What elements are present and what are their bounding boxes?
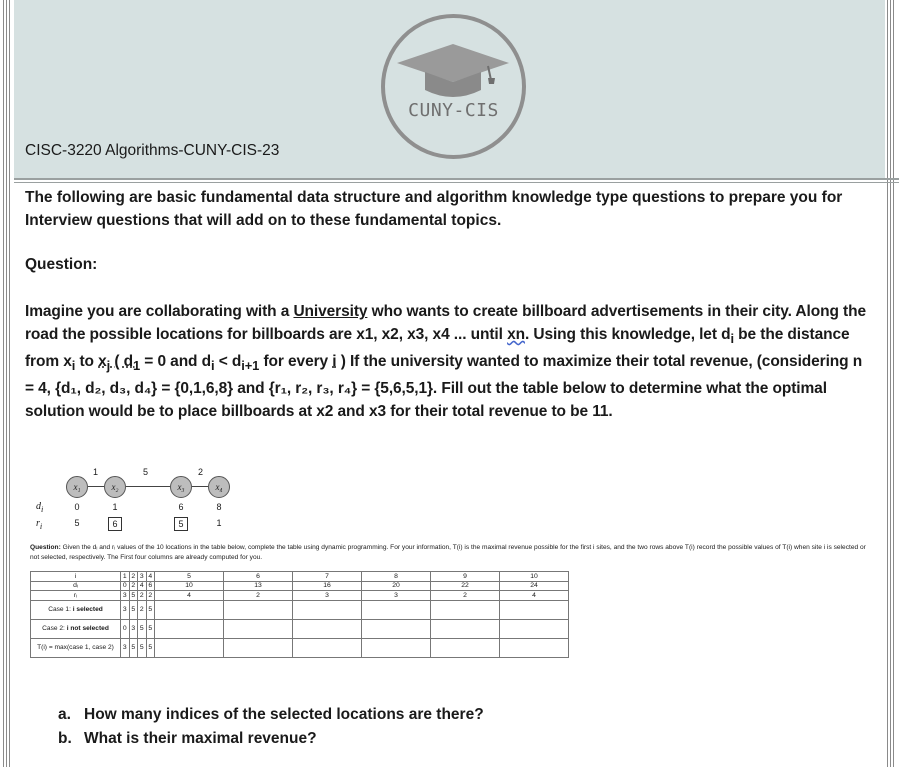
table-cell-computed: 5: [129, 591, 138, 601]
row-label: rᵢ: [31, 591, 121, 601]
intro-paragraph: The following are basic fundamental data structure and algorithm knowledge type questions to prepare you for Interview questions that will add on to these fundamental topics.: [25, 189, 843, 229]
table-cell: 4: [155, 591, 224, 601]
table-row: [31, 572, 569, 582]
table-cell: 10: [155, 581, 224, 591]
table-cell: 2: [431, 591, 500, 601]
table-cell: 4: [500, 591, 569, 601]
edge-distance: 2: [198, 467, 204, 477]
location-node: x₁: [66, 476, 88, 498]
table-cell-blank[interactable]: [431, 600, 500, 619]
dp-table: [30, 571, 569, 658]
billboard-diagram: [30, 466, 290, 538]
table-cell: 13: [224, 581, 293, 591]
table-cell-blank[interactable]: [500, 638, 569, 657]
table-cell-computed: 2: [129, 581, 138, 591]
table-cell-computed: 3: [121, 591, 130, 601]
frame-line-left: [3, 0, 4, 767]
subquestion-a: a. How many indices of the selected locations are there?: [58, 706, 484, 723]
table-cell-computed: 2: [146, 591, 155, 601]
table-cell-computed: 0: [121, 581, 130, 591]
table-cell-computed: 2: [138, 591, 147, 601]
table-cell-computed: 5: [138, 638, 147, 657]
course-title: CISC-3220 Algorithms-CUNY-CIS-23: [25, 142, 280, 159]
table-cell-blank[interactable]: [293, 600, 362, 619]
table-cell: 24: [500, 581, 569, 591]
table-cell-blank[interactable]: [293, 619, 362, 638]
table-cell-computed: 4: [138, 581, 147, 591]
table-cell-blank[interactable]: [431, 638, 500, 657]
university-link[interactable]: University: [293, 303, 368, 320]
table-cell: 9: [431, 572, 500, 582]
table-cell: 3: [362, 591, 431, 601]
table-cell-computed: 5: [146, 600, 155, 619]
table-row: [31, 600, 569, 619]
table-cell-blank[interactable]: [155, 638, 224, 657]
table-cell-blank[interactable]: [224, 600, 293, 619]
distance-value: 8: [216, 502, 222, 512]
table-cell: 6: [224, 572, 293, 582]
frame-line-right: [890, 0, 891, 767]
table-cell-computed: 1: [121, 572, 130, 582]
table-cell-computed: 3: [121, 638, 130, 657]
table-cell-blank[interactable]: [224, 638, 293, 657]
distance-value: 6: [178, 502, 184, 512]
row-label: T(i) = max(case 1, case 2): [31, 638, 121, 657]
revenue-row-label: $r_i$: [36, 518, 43, 531]
row-label: i: [31, 572, 121, 582]
table-cell-computed: 2: [129, 572, 138, 582]
table-cell-computed: 5: [146, 638, 155, 657]
table-cell-computed: 5: [129, 600, 138, 619]
table-cell-blank[interactable]: [500, 619, 569, 638]
distance-row-label: $d_i$: [36, 501, 44, 514]
location-node: x₃: [170, 476, 192, 498]
table-cell-blank[interactable]: [362, 600, 431, 619]
table-cell: 22: [431, 581, 500, 591]
revenue-value: 5: [74, 518, 80, 528]
frame-line-left: [6, 0, 7, 767]
table-cell-computed: 5: [146, 619, 155, 638]
location-node: x₄: [208, 476, 230, 498]
row-label: Case 1: i selected: [31, 600, 121, 619]
distance-value: 0: [74, 502, 80, 512]
question-paragraph: Imagine you are collaborating with a University who wants to create billboard advertisements in their city. Along the road the possible locations for billboards are x1, x2, x3, x4 ... until xn. Using this knowledge, let $d_i$ be the distance from $x_i$ to $x_j$ ( $d_1 = 0$ and $d_i < d_{i+1}$ for every i ) If the university wanted to maximize their total revenue, (considering n = 4, {d₁, d₂, d₃, d₄} = {0,1,6,8} and {r₁, r₂, r₃, r₄} = {5,6,5,1}. Fill out the table below to determine what the optimal solution would be to place billboards at x2 and x3 for their total revenue to be 11.: [25, 303, 866, 421]
table-cell-blank[interactable]: [224, 619, 293, 638]
table-cell-blank[interactable]: [362, 619, 431, 638]
table-cell: 16: [293, 581, 362, 591]
frame-line-right: [893, 0, 894, 767]
revenue-value-selected: 6: [108, 517, 122, 531]
subquestion-b: b. What is their maximal revenue?: [58, 730, 317, 747]
revenue-value-selected: 5: [174, 517, 188, 531]
table-cell-computed: 4: [146, 572, 155, 582]
table-cell: 8: [362, 572, 431, 582]
table-cell-blank[interactable]: [431, 619, 500, 638]
location-node: x₂: [104, 476, 126, 498]
revenue-value: 1: [216, 518, 222, 528]
table-cell-computed: 6: [146, 581, 155, 591]
table-cell: 5: [155, 572, 224, 582]
table-cell: 20: [362, 581, 431, 591]
table-cell-blank[interactable]: [155, 619, 224, 638]
table-cell-computed: 5: [129, 638, 138, 657]
table-cell-computed: 5: [138, 619, 147, 638]
table-cell-blank[interactable]: [155, 600, 224, 619]
question-label: Question:: [25, 256, 98, 273]
frame-line-right: [887, 0, 888, 767]
table-row: [31, 591, 569, 601]
table-cell-computed: 3: [138, 572, 147, 582]
graduation-cap-icon: [385, 18, 522, 155]
table-question-text: Question: Given the dᵢ and rᵢ values of the 10 locations in the table below, complete the table using dynamic programming. For your information, T(i) is the maximal revenue possible for the first i sites, and the two rows above T(i) record the possible values of T(i) when site i is selected or not selected, respectively. The First four columns are already computed for you.: [30, 544, 866, 561]
table-cell-blank[interactable]: [293, 638, 362, 657]
distance-value: 1: [112, 502, 118, 512]
table-row: [31, 638, 569, 657]
table-cell: 3: [293, 591, 362, 601]
table-cell: 2: [224, 591, 293, 601]
table-cell: 10: [500, 572, 569, 582]
cuny-cis-logo: [381, 14, 526, 159]
edge-distance: 5: [143, 467, 149, 477]
table-cell-computed: 2: [138, 600, 147, 619]
table-cell: 7: [293, 572, 362, 582]
header-divider: [14, 178, 899, 180]
row-label: Case 2: i not selected: [31, 619, 121, 638]
table-cell-computed: 0: [121, 619, 130, 638]
table-cell-computed: 3: [129, 619, 138, 638]
header-divider: [14, 182, 899, 183]
table-cell-computed: 3: [121, 600, 130, 619]
table-row: [31, 619, 569, 638]
frame-line-left: [9, 0, 10, 767]
table-cell-blank[interactable]: [362, 638, 431, 657]
row-label: dᵢ: [31, 581, 121, 591]
edge-distance: 1: [93, 467, 99, 477]
logo-text: CUNY-CIS: [408, 100, 499, 121]
table-row: [31, 581, 569, 591]
table-cell-blank[interactable]: [500, 600, 569, 619]
